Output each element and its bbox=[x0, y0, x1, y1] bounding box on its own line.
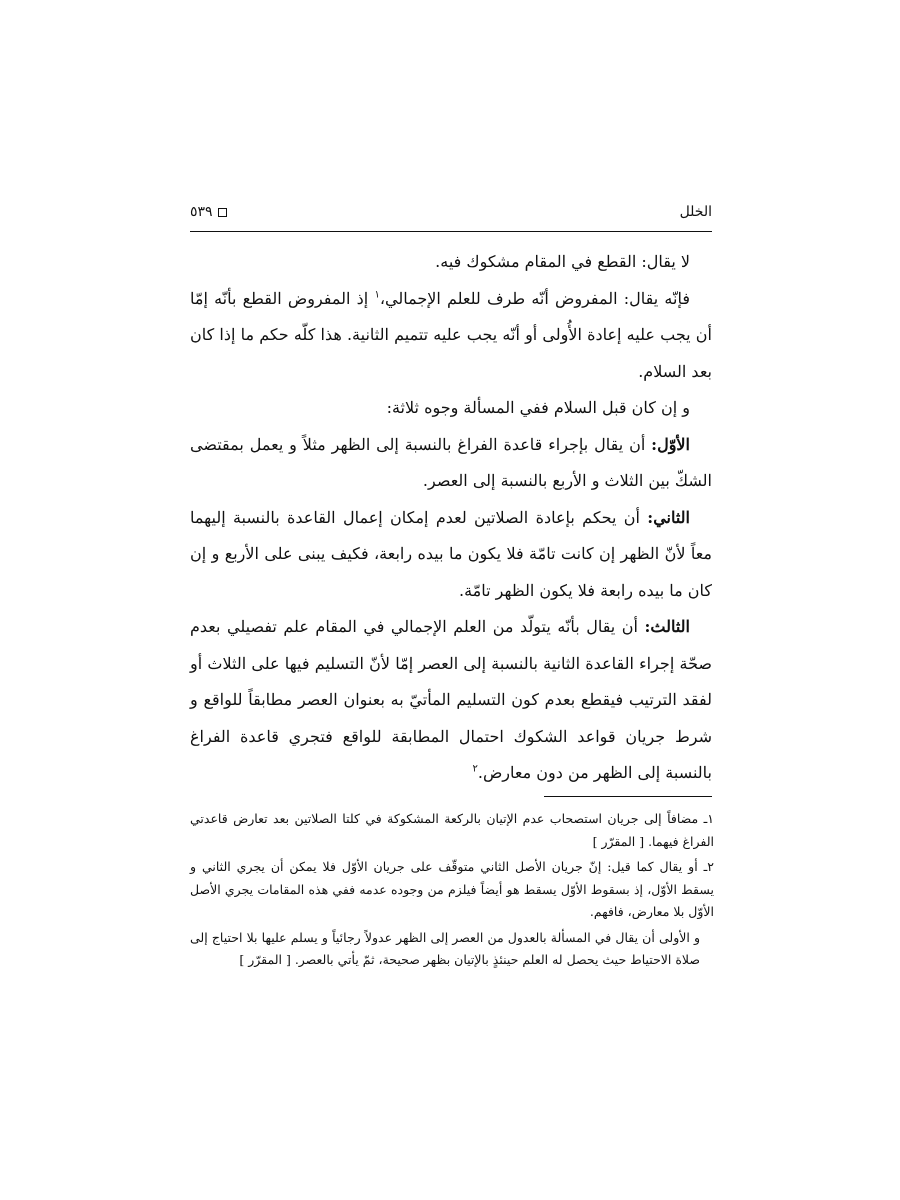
footnote-1: ١ـ مضافاً إلى جريان استصحاب عدم الإتيان بالركعة المشكوكة في كلتا الصلاتين بعد تعارض قاعدتي الفراغ فيهما. [ المقرّر ] bbox=[190, 811, 714, 849]
paragraph-4 bbox=[190, 427, 712, 500]
paragraph-6 bbox=[190, 609, 712, 792]
paragraph-5 bbox=[190, 500, 712, 610]
page-number-group bbox=[190, 204, 227, 220]
square-icon bbox=[218, 208, 227, 217]
footnote-ref-1[interactable]: ١ bbox=[374, 289, 380, 301]
footnote-2-continuation: و الأولى أن يقال في المسألة بالعدول من العصر إلى الظهر عدولاً رجائياً و يسلم عليها بلا احتياج إلى صلاة الاحتياط حيث يحصل له العلم حينئذٍ بالإتيان بظهر صحيحة، ثمّ يأتي بالعصر. [ المقرّر ] bbox=[190, 929, 700, 967]
paragraph-6-text: أن يقال بأنّه يتولّد من العلم الإجمالي في المقام علم تفصيلي بعدم صحّة إجراء القاعدة الثانية بالنسبة إلى العصر إمّا لأنّ التسليم فيها على الثلاث أو لفقد الترتيب فيقطع بعدم كون التسليم المأتيّ به بعنوان العصر مطابقاً للواقع و شرط جريان قواعد الشكوك احتمال المطابقة للواقع فتجري قاعدة الفراغ بالنسبة إلى الظهر من دون معارض. bbox=[190, 617, 712, 782]
footnotes bbox=[190, 808, 714, 975]
running-header bbox=[190, 196, 712, 226]
paragraph-5-text: أن يحكم بإعادة الصلاتين لعدم إمكان إعمال القاعدة بالنسبة إليهما معاً لأنّ الظهر إن كانت تامّة فلا يكون ما بيده رابعة، فكيف يبنى على الأربع و إن كان ما بيده رابعة فلا يكون الظهر تامّة. bbox=[190, 507, 712, 600]
paragraph-4-text: أن يقال بإجراء قاعدة الفراغ بالنسبة إلى الظهر مثلاً و يعمل بمقتضى الشكّ بين الثلاث و الأربع بالنسبة إلى العصر. bbox=[190, 434, 712, 490]
footnote-rule bbox=[544, 796, 712, 797]
point-label-third: الثالث: bbox=[644, 617, 690, 636]
footnote-ref-2[interactable]: ٢ bbox=[472, 763, 478, 775]
section-title: الخلل bbox=[679, 204, 712, 220]
main-text bbox=[190, 244, 712, 792]
paragraph-2-text: فإنّه يقال: المفروض أنّه طرف للعلم الإجمالي، bbox=[379, 288, 690, 308]
paragraph-3: و إن كان قبل السلام ففي المسألة وجوه ثلاثة: bbox=[386, 398, 690, 417]
point-label-second: الثاني: bbox=[647, 507, 690, 527]
paragraph-2-rest: إذ المفروض القطع بأنّه إمّا أن يجب عليه إعادة الأُولى أو أنّه يجب عليه تتميم الثانية. هذا كلّه حكم ما إذا كان بعد السلام. bbox=[190, 288, 712, 381]
footnote-2: ٢ـ أو يقال كما قيل: إنّ جريان الأصل الثاني متوقّف على جريان الأوّل فلا يمكن أن يجري الثاني و يسقط الأوّل، إذ بسقوط الأوّل يسقط هو أيضاً فيلزم من وجوده عدمه ففي هذه المقامات يجري الأصل الأوّل بلا معارض، فافهم. bbox=[190, 859, 714, 919]
paragraph-1: لا يقال: القطع في المقام مشكوك فيه. bbox=[435, 252, 690, 271]
point-label-first: الأوّل: bbox=[651, 434, 690, 454]
paragraph-2 bbox=[190, 281, 712, 391]
page-number: ٥٣٩ bbox=[190, 204, 213, 220]
header-rule bbox=[190, 231, 712, 232]
